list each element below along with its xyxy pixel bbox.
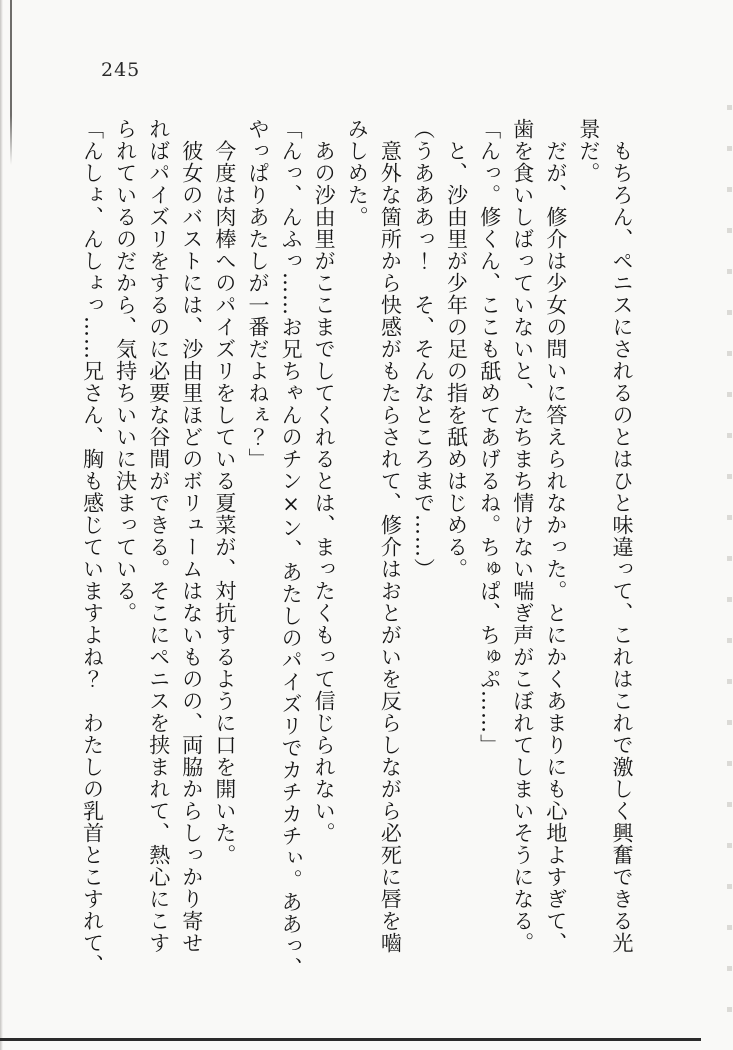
text-line: ればパイズリをするのに必要な谷間ができる。そこにペニスを挟まれて、熱心にこす (146, 118, 171, 954)
text-line: だが、修介は少女の問いに答えられなかった。とにかくあまりにも心地よすぎて、 (543, 118, 568, 954)
binding-marks (727, 105, 732, 1015)
text-line: 「んっ。修くん、ここも舐めてあげるね。ちゅぱ、ちゅぷ……」 (477, 118, 502, 756)
text-line: みしめた。 (345, 118, 370, 228)
text-line: 「んっ、んふっ……お兄ちゃんのチン×ン、あたしのパイズリでカチカチぃ。ああっ、 (279, 118, 304, 979)
text-line: あの沙由里がここまでしてくれるとは、まったくもって信じられない。 (312, 118, 337, 844)
text-line: やっぱりあたしが一番だよねぇ？」 (245, 118, 270, 470)
page-number: 245 (101, 59, 141, 81)
text-line: 景だ。 (576, 118, 601, 184)
text-line: と、沙由里が少年の足の指を舐めはじめる。 (444, 118, 469, 580)
bottom-rule (0, 1038, 701, 1041)
text-line: 彼女のバストには、沙由里ほどのボリュームはないものの、両脇からしっかり寄せ (179, 118, 204, 954)
text-line: （うあああっ！ そ、そんなところまで……） (411, 118, 436, 580)
scan-artifact-line (10, 0, 12, 165)
scan-edge-shade (0, 0, 3, 1050)
text-line: 意外な箇所から快感がもたらされて、修介はおとがいを反らしながら必死に唇を嚙 (378, 118, 403, 954)
text-line: 今度は肉棒へのパイズリをしている夏菜が、対抗するように口を開いた。 (212, 118, 237, 866)
text-line: 歯を食いしばっていないと、たちまち情けない喘ぎ声がこぼれてしまいそうになる。 (510, 118, 535, 954)
body-text (72, 118, 638, 979)
text-line: 「んしょ、んしょっ……兄さん、胸も感じていますよね？ わたしの乳首とこすれて、 (80, 118, 105, 976)
text-line: られているのだから、気持ちいいに決まっている。 (113, 118, 138, 624)
text-line: もちろん、ペニスにされるのとはひと味違って、これはこれで激しく興奮できる光 (610, 118, 634, 954)
